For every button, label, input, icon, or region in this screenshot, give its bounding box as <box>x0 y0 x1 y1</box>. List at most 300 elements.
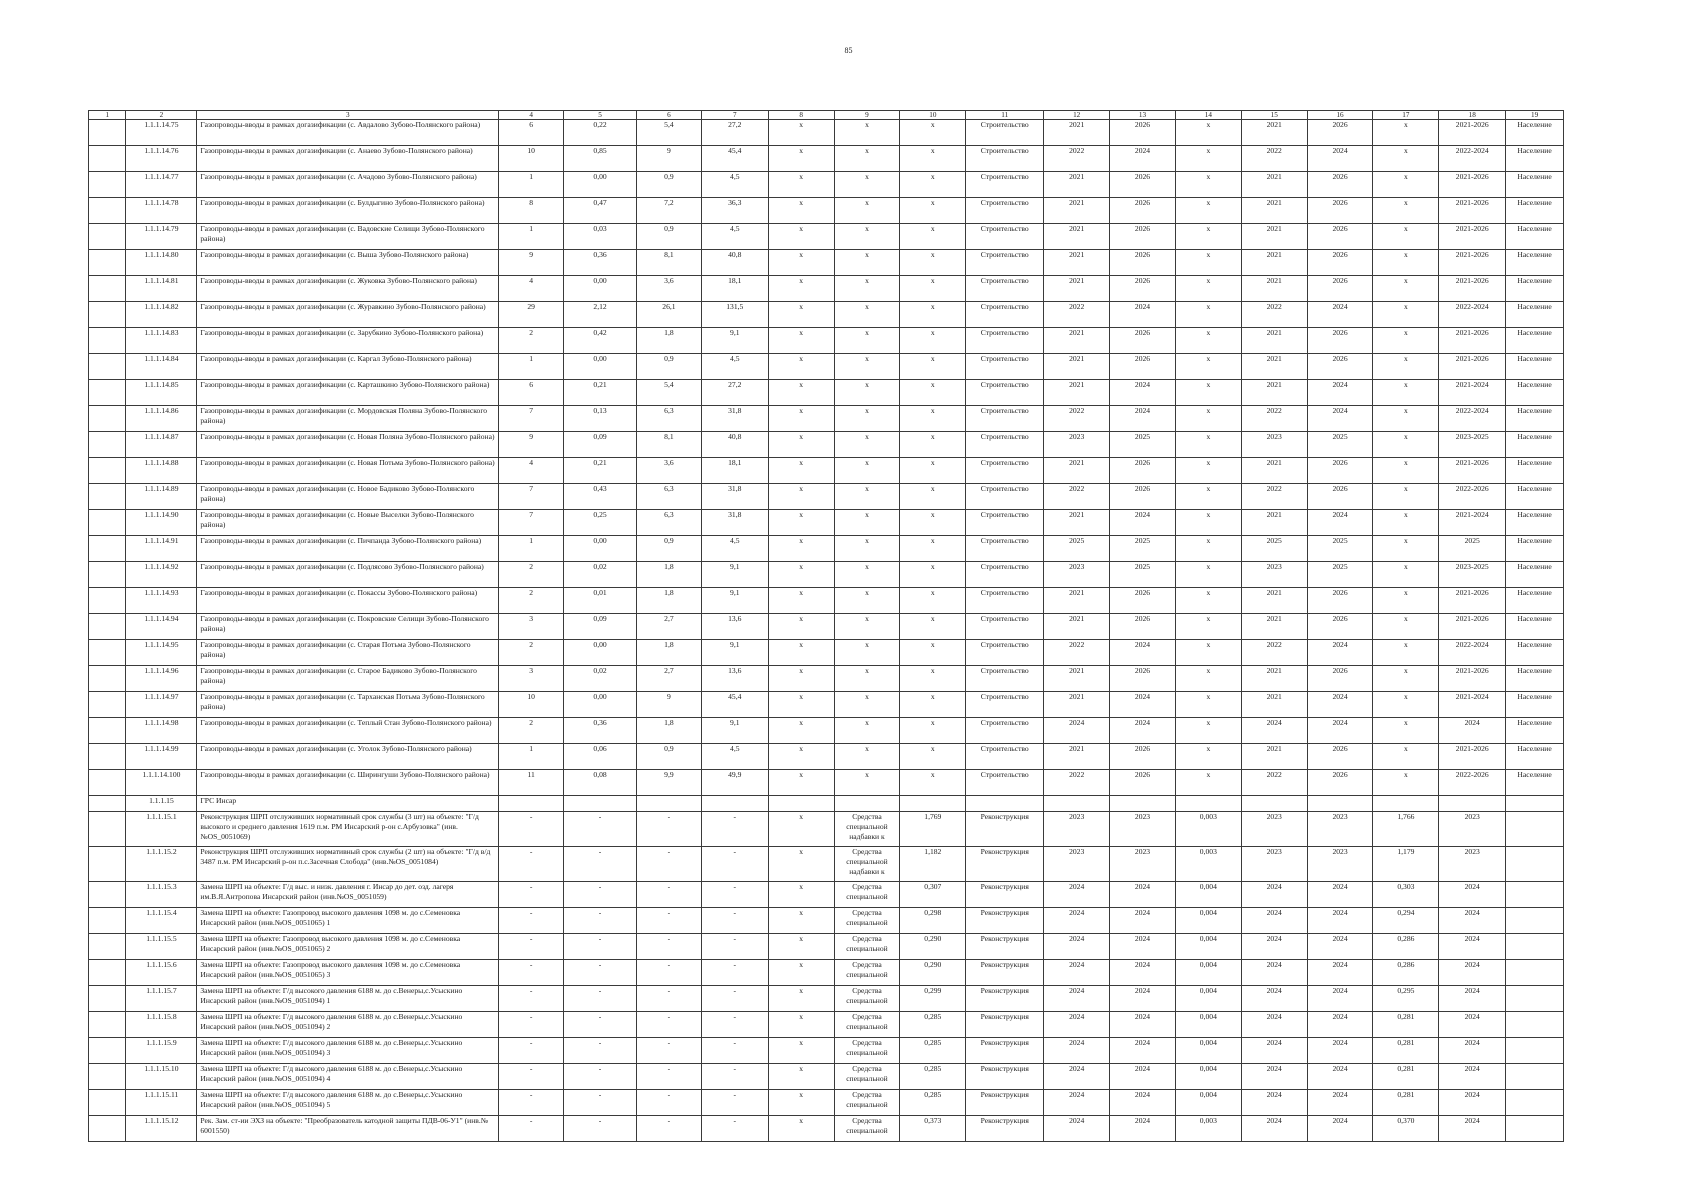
row-code: 1.1.1.14.89 <box>126 484 197 510</box>
table-row <box>89 908 1564 934</box>
table-cell: 2023 <box>1241 432 1307 458</box>
table-cell: 13,6 <box>701 666 768 692</box>
table-cell: 0,00 <box>564 536 637 562</box>
table-cell: Средства специальной <box>834 882 900 908</box>
table-cell: Строительство <box>966 328 1044 354</box>
table-cell: 2023-2025 <box>1439 562 1506 588</box>
table-cell: - <box>701 882 768 908</box>
table-cell <box>1506 1064 1564 1090</box>
table-cell: х <box>768 882 834 908</box>
table-cell: х <box>900 432 966 458</box>
row-code: 1.1.1.14.100 <box>126 770 197 796</box>
row-code: 1.1.1.15.1 <box>126 812 197 847</box>
table-row <box>89 588 1564 614</box>
row-name: Газопроводы-вводы в рамках догазификации (с. Покровские Селищи Зубово-Полянского района) <box>197 614 499 640</box>
table-cell: - <box>637 812 702 847</box>
table-cell: 9 <box>499 250 564 276</box>
table-row <box>89 718 1564 744</box>
empty-cell <box>89 224 126 250</box>
table-cell: - <box>499 847 564 882</box>
table-cell: 40,8 <box>701 432 768 458</box>
table-cell: х <box>1373 562 1439 588</box>
table-cell: - <box>499 1090 564 1116</box>
table-cell: х <box>1175 380 1241 406</box>
table-cell: 0,9 <box>637 224 702 250</box>
table-row <box>89 796 1564 812</box>
table-cell: 0,373 <box>900 1116 966 1142</box>
table-cell: 2023 <box>1110 847 1176 882</box>
table-cell: 7 <box>499 484 564 510</box>
table-cell: 2021 <box>1241 328 1307 354</box>
table-cell: 2024 <box>1439 908 1506 934</box>
table-cell <box>1506 812 1564 847</box>
table-cell: х <box>768 562 834 588</box>
table-cell <box>1506 796 1564 812</box>
table-cell: 2021-2026 <box>1439 328 1506 354</box>
row-name: Газопроводы-вводы в рамках догазификации (с. Старая Потьма Зубово-Полянского района) <box>197 640 499 666</box>
table-cell: х <box>1373 510 1439 536</box>
row-code: 1.1.1.14.99 <box>126 744 197 770</box>
table-cell: - <box>701 1038 768 1064</box>
row-name: Газопроводы-вводы в рамках догазификации (с. Уголок Зубово-Полянского района) <box>197 744 499 770</box>
table-cell: 31,8 <box>701 406 768 432</box>
table-cell <box>499 796 564 812</box>
row-name: Газопроводы-вводы в рамках догазификации (с. Тарханская Потьма Зубово-Полянского района) <box>197 692 499 718</box>
table-cell: 0,004 <box>1175 908 1241 934</box>
table-cell: х <box>900 562 966 588</box>
table-cell: 2024 <box>1241 960 1307 986</box>
table-cell: 2024 <box>1241 882 1307 908</box>
table-cell <box>564 796 637 812</box>
table-cell: 36,3 <box>701 198 768 224</box>
row-code: 1.1.1.14.81 <box>126 276 197 302</box>
row-code: 1.1.1.14.87 <box>126 432 197 458</box>
row-code: 1.1.1.14.97 <box>126 692 197 718</box>
table-cell <box>1506 960 1564 986</box>
table-cell <box>966 796 1044 812</box>
table-cell: х <box>768 536 834 562</box>
table-cell: 2024 <box>1044 908 1110 934</box>
table-cell: 0,290 <box>900 934 966 960</box>
empty-cell <box>89 986 126 1012</box>
table-cell: 2021 <box>1241 458 1307 484</box>
table-cell: 2026 <box>1307 458 1373 484</box>
table-cell: 2024 <box>1241 1012 1307 1038</box>
table-cell: х <box>834 458 900 484</box>
table-cell: х <box>834 718 900 744</box>
table-cell: Средства специальной <box>834 908 900 934</box>
empty-cell <box>89 1012 126 1038</box>
table-cell: х <box>1175 406 1241 432</box>
table-cell: 0,36 <box>564 250 637 276</box>
table-cell: х <box>1373 328 1439 354</box>
table-cell: 0,298 <box>900 908 966 934</box>
table-cell: 2021-2026 <box>1439 614 1506 640</box>
row-name: Газопроводы-вводы в рамках догазификации (с. Ширингуши Зубово-Полянского района) <box>197 770 499 796</box>
table-cell: Население <box>1506 276 1564 302</box>
table-cell: 2021 <box>1241 276 1307 302</box>
table-row <box>89 198 1564 224</box>
table-cell: 2023-2025 <box>1439 432 1506 458</box>
table-cell: 2024 <box>1044 1064 1110 1090</box>
table-row <box>89 536 1564 562</box>
table-cell: 2024 <box>1241 986 1307 1012</box>
table-cell: - <box>564 1090 637 1116</box>
table-cell: х <box>1175 510 1241 536</box>
table-cell: х <box>900 328 966 354</box>
table-cell: 31,8 <box>701 510 768 536</box>
table-cell <box>1110 796 1176 812</box>
empty-cell <box>89 1064 126 1090</box>
table-cell: 2022-2024 <box>1439 406 1506 432</box>
table-cell: 2025 <box>1241 536 1307 562</box>
table-cell: 2024 <box>1307 1090 1373 1116</box>
table-cell: Строительство <box>966 484 1044 510</box>
table-cell: х <box>834 146 900 172</box>
table-cell: х <box>1373 614 1439 640</box>
table-cell: 1,8 <box>637 640 702 666</box>
table-cell: Средства специальной <box>834 986 900 1012</box>
table-cell: Население <box>1506 510 1564 536</box>
table-cell: х <box>1175 692 1241 718</box>
row-code: 1.1.1.14.96 <box>126 666 197 692</box>
table-cell: 2023 <box>1044 847 1110 882</box>
table-row <box>89 354 1564 380</box>
table-cell: 1,179 <box>1373 847 1439 882</box>
table-cell: 2023 <box>1241 562 1307 588</box>
table-cell: 2022-2026 <box>1439 484 1506 510</box>
table-cell: 2024 <box>1110 986 1176 1012</box>
table-cell: х <box>834 744 900 770</box>
table-cell: 0,003 <box>1175 847 1241 882</box>
table-cell: х <box>834 614 900 640</box>
table-cell <box>1506 882 1564 908</box>
table-cell: 2 <box>499 562 564 588</box>
table-cell: х <box>768 1038 834 1064</box>
table-cell: х <box>768 484 834 510</box>
table-cell: х <box>900 120 966 146</box>
table-cell: х <box>1373 640 1439 666</box>
table-cell: 2024 <box>1044 1090 1110 1116</box>
table-cell: 9 <box>499 432 564 458</box>
table-cell: - <box>637 908 702 934</box>
table-cell: - <box>637 986 702 1012</box>
table-cell: 7 <box>499 406 564 432</box>
table-cell: - <box>564 1012 637 1038</box>
table-cell: х <box>900 146 966 172</box>
table-cell: х <box>1373 744 1439 770</box>
table-cell: х <box>768 588 834 614</box>
table-cell: х <box>834 250 900 276</box>
table-cell <box>1439 796 1506 812</box>
table-cell: 0,281 <box>1373 1038 1439 1064</box>
table-cell: 2022 <box>1044 640 1110 666</box>
row-code: 1.1.1.15.3 <box>126 882 197 908</box>
table-row <box>89 614 1564 640</box>
row-code: 1.1.1.14.94 <box>126 614 197 640</box>
table-cell: 26,1 <box>637 302 702 328</box>
table-cell: х <box>768 908 834 934</box>
table-cell <box>900 796 966 812</box>
table-cell: 2022 <box>1044 146 1110 172</box>
table-cell: 2026 <box>1110 250 1176 276</box>
table-cell: - <box>499 1038 564 1064</box>
table-cell: х <box>768 432 834 458</box>
table-cell: х <box>768 198 834 224</box>
table-cell: 2024 <box>1307 380 1373 406</box>
row-name: Газопроводы-вводы в рамках догазификации (с. Вадовские Селищи Зубово-Полянского района) <box>197 224 499 250</box>
table-cell: Население <box>1506 302 1564 328</box>
empty-cell <box>89 172 126 198</box>
table-cell: 11 <box>499 770 564 796</box>
table-cell: 1,766 <box>1373 812 1439 847</box>
table-cell: 2024 <box>1110 692 1176 718</box>
empty-cell <box>89 908 126 934</box>
table-cell: 2024 <box>1241 1090 1307 1116</box>
table-cell: 2023 <box>1044 432 1110 458</box>
table-cell: 4,5 <box>701 536 768 562</box>
table-cell: 2021 <box>1044 614 1110 640</box>
table-cell: 2026 <box>1307 250 1373 276</box>
table-cell: 5,4 <box>637 120 702 146</box>
table-row <box>89 172 1564 198</box>
table-cell: 2024 <box>1307 146 1373 172</box>
row-name: Газопроводы-вводы в рамках догазификации (с. Анаево Зубово-Полянского района) <box>197 146 499 172</box>
column-number: 15 <box>1241 111 1307 120</box>
table-cell <box>768 796 834 812</box>
table-cell: 131,5 <box>701 302 768 328</box>
table-cell: 2026 <box>1110 224 1176 250</box>
table-cell: 2026 <box>1307 770 1373 796</box>
row-code: 1.1.1.14.77 <box>126 172 197 198</box>
table-cell: 2021-2024 <box>1439 692 1506 718</box>
table-cell: х <box>768 1116 834 1142</box>
row-name: Газопроводы-вводы в рамках догазификации (с. Авдалово Зубово-Полянского района) <box>197 120 499 146</box>
table-cell: 0,42 <box>564 328 637 354</box>
table-cell: Население <box>1506 120 1564 146</box>
table-cell: 5,4 <box>637 380 702 406</box>
table-cell: 7 <box>499 510 564 536</box>
table-cell: х <box>768 380 834 406</box>
table-cell: 2021 <box>1044 666 1110 692</box>
table-cell: х <box>768 640 834 666</box>
column-number: 1 <box>89 111 126 120</box>
column-number: 19 <box>1506 111 1564 120</box>
table-cell: 2024 <box>1307 882 1373 908</box>
row-name: Замена ШРП на объекте: Г/д высокого давления 6188 м. до с.Венеры,с.Усыскино Инсарский район (инв.№OS_0051094) 5 <box>197 1090 499 1116</box>
table-cell: 0,285 <box>900 1012 966 1038</box>
table-cell: 0,004 <box>1175 960 1241 986</box>
row-name: Газопроводы-вводы в рамках догазификации (с. Жуковка Зубово-Полянского района) <box>197 276 499 302</box>
row-name: Газопроводы-вводы в рамках догазификации (с. Булдыгино Зубово-Полянского района) <box>197 198 499 224</box>
table-cell: 2024 <box>1307 908 1373 934</box>
table-cell: Строительство <box>966 614 1044 640</box>
table-cell: 2026 <box>1110 458 1176 484</box>
table-cell: - <box>564 908 637 934</box>
table-cell: 2024 <box>1241 1064 1307 1090</box>
table-cell: 2026 <box>1110 172 1176 198</box>
row-code: 1.1.1.15.12 <box>126 1116 197 1142</box>
table-cell: 2024 <box>1044 960 1110 986</box>
table-cell: 2024 <box>1044 934 1110 960</box>
table-cell: 2022-2024 <box>1439 146 1506 172</box>
table-cell <box>1506 1090 1564 1116</box>
table-cell: Население <box>1506 458 1564 484</box>
table-cell: 2024 <box>1241 718 1307 744</box>
row-name: Замена ШРП на объекте: Г/д высокого давления 6188 м. до с.Венеры,с.Усыскино Инсарский район (инв.№OS_0051094) 3 <box>197 1038 499 1064</box>
table-cell: х <box>900 588 966 614</box>
table-cell: Население <box>1506 614 1564 640</box>
table-cell: х <box>900 380 966 406</box>
table-cell: 10 <box>499 692 564 718</box>
table-cell: х <box>834 276 900 302</box>
table-cell: Строительство <box>966 172 1044 198</box>
table-cell: 2024 <box>1110 380 1176 406</box>
table-cell: х <box>1175 146 1241 172</box>
empty-cell <box>89 847 126 882</box>
table-cell: - <box>637 1038 702 1064</box>
table-cell: х <box>1175 484 1241 510</box>
table-cell: 0,286 <box>1373 934 1439 960</box>
row-code: 1.1.1.14.90 <box>126 510 197 536</box>
table-cell: Строительство <box>966 458 1044 484</box>
table-cell: 0,02 <box>564 562 637 588</box>
table-cell: 3 <box>499 666 564 692</box>
table-cell: - <box>499 986 564 1012</box>
table-cell: 1 <box>499 172 564 198</box>
column-number: 11 <box>966 111 1044 120</box>
row-name: Газопроводы-вводы в рамках догазификации (с. Выша Зубово-Полянского района) <box>197 250 499 276</box>
table-cell: 2021 <box>1044 328 1110 354</box>
table-cell: Население <box>1506 328 1564 354</box>
table-cell: 2023 <box>1241 847 1307 882</box>
empty-cell <box>89 960 126 986</box>
table-row <box>89 770 1564 796</box>
table-cell: х <box>834 640 900 666</box>
table-cell: 2025 <box>1110 536 1176 562</box>
table-cell: 9,9 <box>637 770 702 796</box>
table-cell: Строительство <box>966 536 1044 562</box>
table-cell: 2024 <box>1307 718 1373 744</box>
table-row <box>89 302 1564 328</box>
table-cell: х <box>1373 536 1439 562</box>
table-cell <box>701 796 768 812</box>
table-cell: Реконструкция <box>966 812 1044 847</box>
table-cell: 2021 <box>1241 354 1307 380</box>
table-cell: - <box>564 1064 637 1090</box>
row-code: 1.1.1.14.79 <box>126 224 197 250</box>
row-name: Газопроводы-вводы в рамках догазификации (с. Новая Поляна Зубово-Полянского района) <box>197 432 499 458</box>
table-cell: - <box>499 882 564 908</box>
table-cell: Строительство <box>966 354 1044 380</box>
table-cell: 4,5 <box>701 224 768 250</box>
table-cell: Строительство <box>966 588 1044 614</box>
table-cell: 0,9 <box>637 536 702 562</box>
table-cell: 0,004 <box>1175 1038 1241 1064</box>
table-cell: х <box>900 458 966 484</box>
table-cell: Население <box>1506 770 1564 796</box>
row-code: 1.1.1.14.82 <box>126 302 197 328</box>
table-cell: х <box>900 770 966 796</box>
table-cell: х <box>768 692 834 718</box>
table-cell: Строительство <box>966 718 1044 744</box>
row-name: Газопроводы-вводы в рамках догазификации (с. Новые Выселки Зубово-Полянского района) <box>197 510 499 536</box>
table-cell: 2023 <box>1044 562 1110 588</box>
table-cell: 2022 <box>1044 406 1110 432</box>
table-cell: х <box>1373 666 1439 692</box>
table-cell: 2026 <box>1307 666 1373 692</box>
table-cell: х <box>1373 120 1439 146</box>
table-cell: 2026 <box>1307 276 1373 302</box>
table-cell: х <box>834 770 900 796</box>
table-cell: х <box>768 276 834 302</box>
table-cell: 2024 <box>1241 908 1307 934</box>
table-cell: 0,003 <box>1175 812 1241 847</box>
table-cell: 0,43 <box>564 484 637 510</box>
table-cell: х <box>900 614 966 640</box>
table-cell: х <box>1373 250 1439 276</box>
table-cell: 0,9 <box>637 354 702 380</box>
table-cell: 2021-2026 <box>1439 276 1506 302</box>
table-cell: Население <box>1506 432 1564 458</box>
table-cell: 2022-2026 <box>1439 770 1506 796</box>
table-cell: Население <box>1506 146 1564 172</box>
table-cell: 2021 <box>1241 692 1307 718</box>
table-cell: 2021 <box>1044 458 1110 484</box>
table-cell: 9,1 <box>701 562 768 588</box>
table-cell: 2026 <box>1110 120 1176 146</box>
row-code: 1.1.1.14.86 <box>126 406 197 432</box>
row-code: 1.1.1.15.7 <box>126 986 197 1012</box>
table-cell: х <box>768 120 834 146</box>
table-cell: 2024 <box>1307 510 1373 536</box>
table-cell: 2024 <box>1110 908 1176 934</box>
table-cell: 2026 <box>1307 328 1373 354</box>
table-cell: Строительство <box>966 198 1044 224</box>
table-cell: х <box>1373 406 1439 432</box>
table-cell: х <box>900 692 966 718</box>
table-cell: 2024 <box>1241 1038 1307 1064</box>
table-cell: Реконструкция <box>966 882 1044 908</box>
table-row <box>89 847 1564 882</box>
table-cell: Население <box>1506 484 1564 510</box>
row-name: Газопроводы-вводы в рамках догазификации (с. Подлясово Зубово-Полянского района) <box>197 562 499 588</box>
table-cell: 0,21 <box>564 458 637 484</box>
table-row <box>89 882 1564 908</box>
table-cell: Реконструкция <box>966 1012 1044 1038</box>
table-row <box>89 432 1564 458</box>
table-cell: 2021 <box>1044 692 1110 718</box>
table-cell: 2024 <box>1110 1090 1176 1116</box>
table-cell: Средства специальной <box>834 1090 900 1116</box>
table-cell: Средства специальной <box>834 1038 900 1064</box>
table-cell: 1 <box>499 536 564 562</box>
table-body <box>89 111 1564 1142</box>
table-cell: - <box>499 934 564 960</box>
table-cell: - <box>701 1064 768 1090</box>
table-cell: 2026 <box>1307 172 1373 198</box>
table-row <box>89 562 1564 588</box>
table-cell <box>1044 796 1110 812</box>
table-cell: 0,299 <box>900 986 966 1012</box>
column-number: 10 <box>900 111 966 120</box>
table-cell: 2021-2026 <box>1439 172 1506 198</box>
table-cell: 1,182 <box>900 847 966 882</box>
table-cell: х <box>768 770 834 796</box>
table-row <box>89 1064 1564 1090</box>
table-cell: Строительство <box>966 380 1044 406</box>
table-cell: х <box>1373 224 1439 250</box>
